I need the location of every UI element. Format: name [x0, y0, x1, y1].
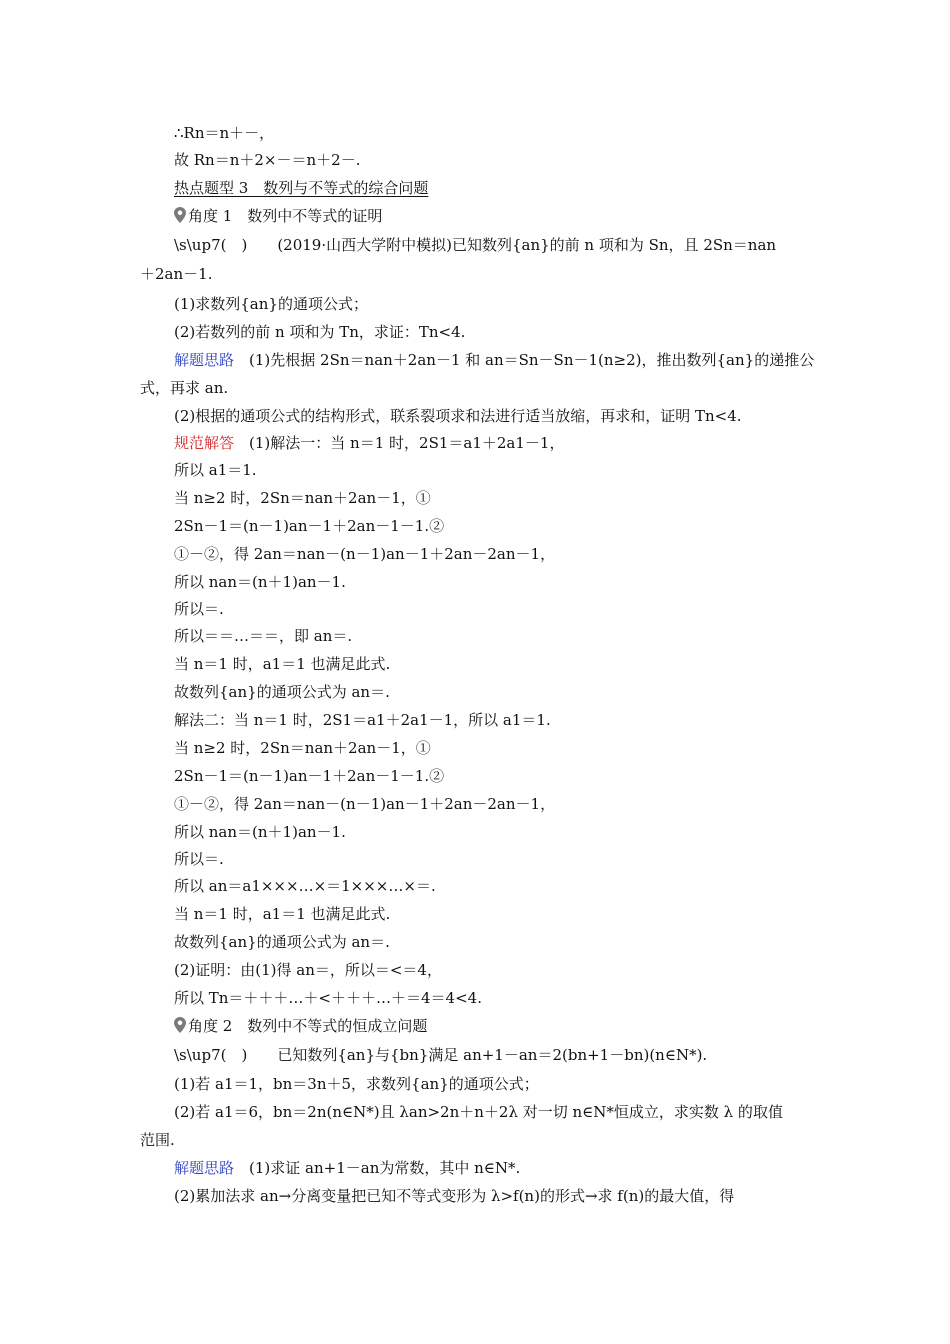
- standard-answer-label: 规范解答: [174, 434, 235, 452]
- subsection-heading: 角度 1 数列中不等式的证明: [174, 207, 824, 225]
- text-line: \s\up7( ) (2019·山西大学附中模拟)已知数列{an}的前 n 项和为 Sn，且 2Sn＝nan: [174, 236, 777, 254]
- text-line: ①－②，得 2an＝nan－(n－1)an－1＋2an－2an－1，: [174, 545, 556, 563]
- text-line: 所以 nan＝(n＋1)an－1.: [174, 573, 346, 591]
- text-line: (2)若 a1＝6，bn＝2n(n∈N*)且 λan>2n＋n＋2λ 对一切 n∈N*恒成立，求实数 λ 的取值: [174, 1103, 783, 1121]
- text-line: 所以＝.: [174, 600, 224, 618]
- text-line: 所以＝.: [174, 850, 224, 868]
- text-line: ∴Rn＝n＋－，: [174, 124, 275, 142]
- text-line: (2)证明：由(1)得 an＝，所以＝<＝4，: [174, 961, 442, 979]
- text-line: 范围.: [140, 1131, 175, 1149]
- text-line: (1)若 a1＝1，bn＝3n＋5，求数列{an}的通项公式；: [174, 1075, 539, 1093]
- text-line: 式，再求 an.: [140, 379, 229, 397]
- text-line: 解题思路 (1)求证 an+1－an为常数，其中 n∈N*.: [174, 1159, 521, 1177]
- text-line: 所以 an＝a1×××…×＝1×××…×＝.: [174, 877, 436, 895]
- subsection-heading: 角度 2 数列中不等式的恒成立问题: [174, 1017, 824, 1035]
- text-line: (2)根据的通项公式的结构形式，联系裂项求和法进行适当放缩，再求和，证明 Tn<4.: [174, 407, 742, 425]
- location-pin-icon: [174, 207, 186, 223]
- location-pin-icon: [174, 1017, 186, 1033]
- text-line: 规范解答 (1)解法一：当 n＝1 时，2S1＝a1＋2a1－1，: [174, 434, 565, 452]
- text-line: \s\up7( ) 已知数列{an}与{bn}满足 an+1－an＝2(bn+1－bn)(n∈N*).: [174, 1046, 708, 1064]
- text-line: 故 Rn＝n＋2×－＝n＋2－.: [174, 151, 361, 169]
- text-line: ＋2an－1.: [140, 265, 213, 283]
- solution-idea-label: 解题思路: [174, 1159, 235, 1177]
- text-line: 2Sn－1＝(n－1)an－1＋2an－1－1.②: [174, 767, 445, 785]
- text-line: (2)累加法求 an→分离变量把已知不等式变形为 λ>f(n)的形式→求 f(n)的最大值，得: [174, 1187, 735, 1205]
- text-line: 所以 Tn＝＋＋＋…＋<＋＋＋…＋＝4＝4<4.: [174, 989, 482, 1007]
- section-heading: 热点题型 3 数列与不等式的综合问题: [174, 179, 429, 197]
- text-line: 故数列{an}的通项公式为 an＝.: [174, 933, 390, 951]
- text-line: 2Sn－1＝(n－1)an－1＋2an－1－1.②: [174, 517, 445, 535]
- text-line: 所以＝＝…＝＝，即 an＝.: [174, 627, 353, 645]
- text-line: 所以 a1＝1.: [174, 461, 257, 479]
- text-line: 当 n＝1 时，a1＝1 也满足此式.: [174, 655, 391, 673]
- text-line: (2)若数列的前 n 项和为 Tn，求证：Tn<4.: [174, 323, 466, 341]
- solution-idea-label: 解题思路: [174, 351, 235, 369]
- text-line: 解题思路 (1)先根据 2Sn＝nan＋2an－1 和 an＝Sn－Sn－1(n≥2)，推出数列{an}的递推公: [174, 351, 815, 369]
- text-line: 当 n≥2 时，2Sn＝nan＋2an－1，①: [174, 739, 431, 757]
- text-line: 所以 nan＝(n＋1)an－1.: [174, 823, 346, 841]
- text-line: 当 n＝1 时，a1＝1 也满足此式.: [174, 905, 391, 923]
- text-line: (1)求数列{an}的通项公式；: [174, 295, 368, 313]
- text-line: ①－②，得 2an＝nan－(n－1)an－1＋2an－2an－1，: [174, 795, 556, 813]
- text-line: 故数列{an}的通项公式为 an＝.: [174, 683, 390, 701]
- text-line: 当 n≥2 时，2Sn＝nan＋2an－1，①: [174, 489, 431, 507]
- text-line: 解法二：当 n＝1 时，2S1＝a1＋2a1－1，所以 a1＝1.: [174, 711, 551, 729]
